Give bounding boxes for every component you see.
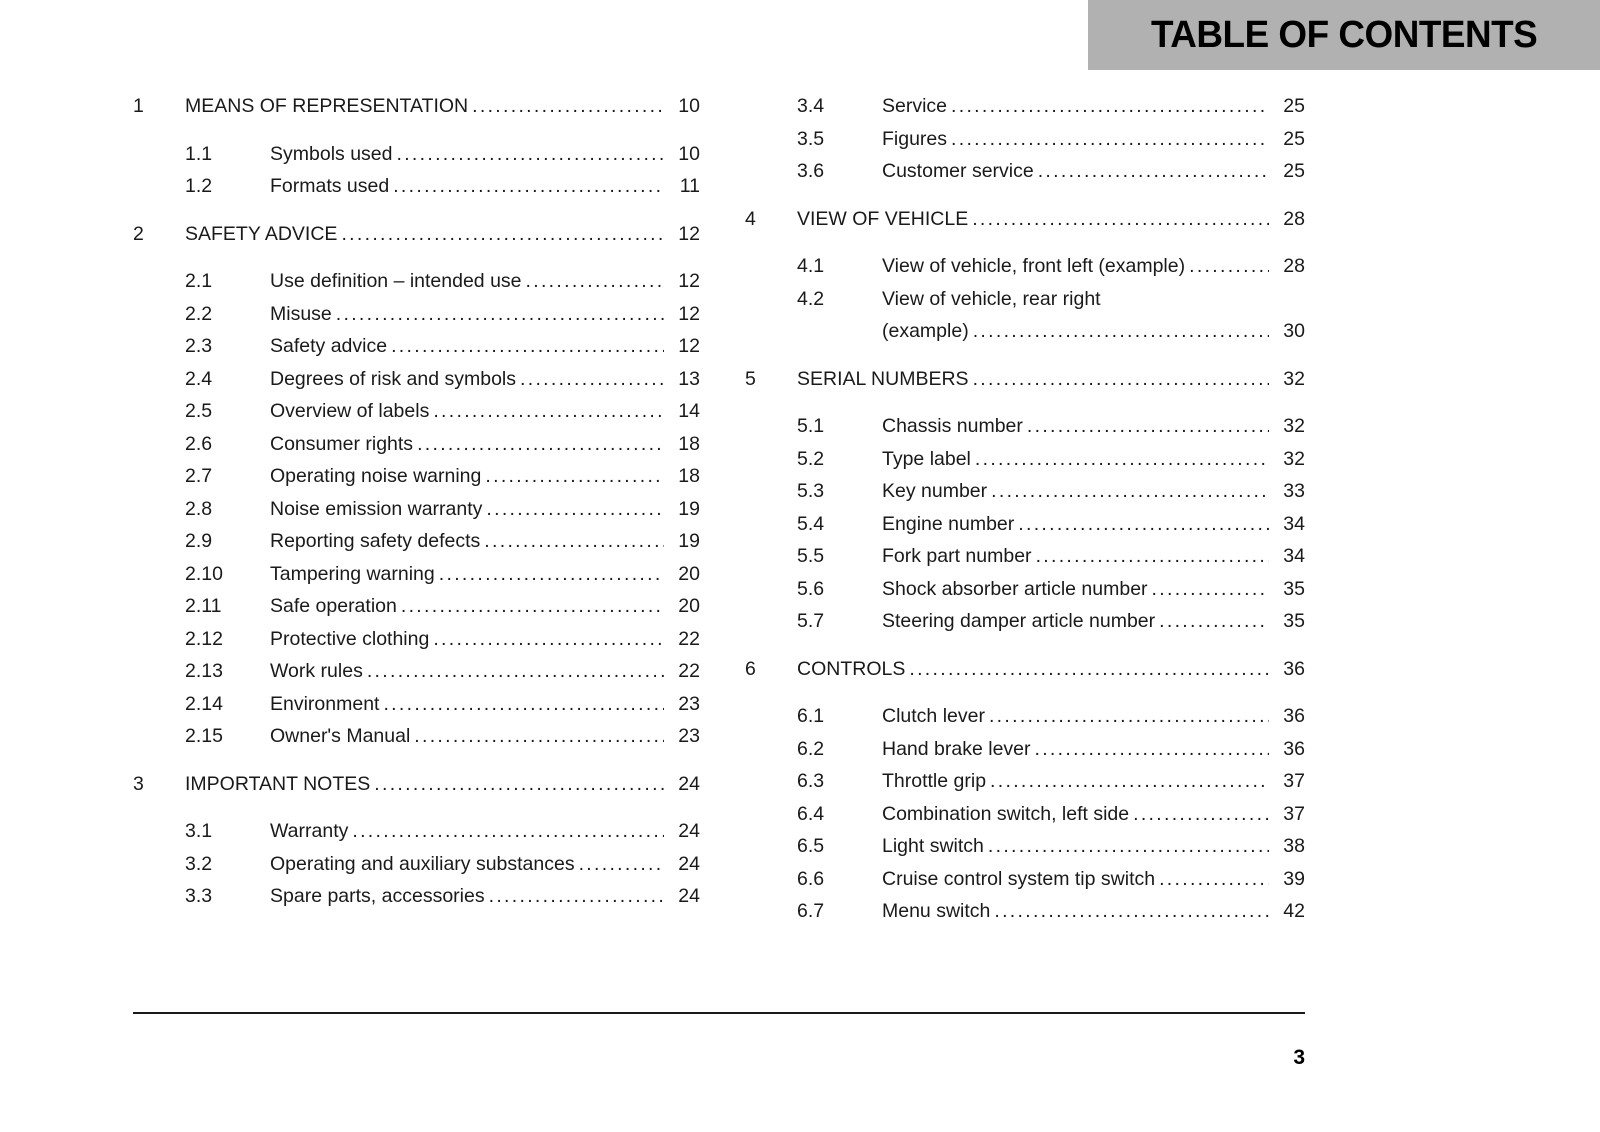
dot-leader <box>485 460 664 493</box>
toc-entry-page: 18 <box>678 465 700 487</box>
toc-entry-title: Work rules <box>270 660 363 682</box>
dot-leader <box>336 298 664 331</box>
toc-entry-number: 6.4 <box>797 802 825 825</box>
dot-leader <box>526 265 664 298</box>
dot-leader <box>972 203 1269 236</box>
toc-entry <box>133 493 700 526</box>
toc-entry <box>745 443 1305 476</box>
toc-entry-title: Environment <box>270 692 380 715</box>
toc-entry-title: Menu switch <box>882 900 991 922</box>
toc-entry-page: 11 <box>679 175 700 197</box>
dot-leader <box>396 138 664 171</box>
toc-entry-number: 2.8 <box>185 497 213 520</box>
toc-entry-page: 28 <box>1283 255 1305 277</box>
toc-entry-number: 2.1 <box>185 270 213 292</box>
dot-leader <box>352 815 664 848</box>
toc-entry-title: Fork part number <box>882 545 1032 567</box>
toc-entry-number: 4.1 <box>797 255 825 277</box>
toc-entry-page: 32 <box>1283 447 1305 470</box>
toc-entry <box>745 765 1305 798</box>
toc-entry-number: 2.9 <box>185 530 213 552</box>
toc-section-header <box>133 768 700 801</box>
toc-entry-number: 2.4 <box>185 367 213 390</box>
toc-entry-number: 2.2 <box>185 302 213 325</box>
toc-entry-number: 1.1 <box>185 142 213 165</box>
toc-entry <box>745 315 1305 348</box>
toc-section-number: 2 <box>133 222 144 245</box>
toc-entry <box>745 540 1305 573</box>
toc-entry-title: Customer service <box>882 160 1034 182</box>
toc-section-header <box>133 218 700 251</box>
toc-entry-page: 20 <box>678 595 700 617</box>
toc-entry-title: Formats used <box>270 175 390 197</box>
toc-section-header <box>133 90 700 123</box>
toc-entry-number: 3.5 <box>797 127 825 150</box>
dot-leader <box>991 475 1269 508</box>
toc-entry <box>745 410 1305 443</box>
toc-section-title: SERIAL NUMBERS <box>797 367 969 390</box>
toc-section-title: IMPORTANT NOTES <box>185 772 371 795</box>
toc-entry-number: 6.3 <box>797 770 825 792</box>
toc-section-title: MEANS OF REPRESENTATION <box>185 95 469 117</box>
toc-entry-number: 2.5 <box>185 400 213 422</box>
toc-entry-page: 35 <box>1283 610 1305 632</box>
toc-entry <box>133 590 700 623</box>
toc-entry-page: 38 <box>1283 835 1305 857</box>
toc-entry-number: 3.4 <box>797 95 825 117</box>
dot-leader <box>973 363 1269 396</box>
toc-entries <box>133 815 700 913</box>
toc-section <box>745 203 1305 348</box>
toc-entries <box>745 700 1305 928</box>
toc-entry <box>133 525 700 558</box>
toc-entry-number: 2.10 <box>185 562 223 585</box>
toc-entry-title: Service <box>882 95 948 117</box>
toc-entry <box>133 428 700 461</box>
toc-entry-number: 5.2 <box>797 447 825 470</box>
toc-entry-page: 37 <box>1283 770 1305 792</box>
toc-section-number: 3 <box>133 772 144 795</box>
toc-entry-number: 2.13 <box>185 660 223 682</box>
dot-leader <box>994 895 1269 928</box>
dot-leader <box>486 493 664 526</box>
toc-entry-page: 23 <box>678 725 700 747</box>
toc-entry-page: 42 <box>1283 900 1305 922</box>
dot-leader <box>520 363 664 396</box>
toc-entry-title: Spare parts, accessories <box>270 885 485 907</box>
toc-entry-title: Use definition – intended use <box>270 270 522 292</box>
toc-entry-page: 18 <box>678 432 700 455</box>
toc-section-page: 36 <box>1283 657 1305 680</box>
dot-leader <box>951 123 1269 156</box>
toc-entry <box>133 623 700 656</box>
toc-entry <box>745 798 1305 831</box>
dot-leader <box>973 315 1269 348</box>
toc-entry-page: 32 <box>1283 415 1305 437</box>
toc-entry <box>133 138 700 171</box>
toc-entry-page: 19 <box>678 530 700 552</box>
header-banner <box>1088 0 1600 70</box>
toc-entry <box>745 123 1305 156</box>
toc-entry-number: 5.6 <box>797 577 825 600</box>
toc-entries <box>133 265 700 753</box>
dot-leader <box>433 623 664 656</box>
dot-leader <box>341 218 664 251</box>
dot-leader <box>489 880 664 913</box>
toc-entry-title: Steering damper article number <box>882 610 1156 632</box>
toc-section <box>133 90 700 203</box>
toc-entry-number: 4.2 <box>797 287 825 310</box>
dot-leader <box>1159 605 1269 638</box>
toc-section <box>745 363 1305 638</box>
toc-entries <box>745 90 1305 188</box>
toc-entry-number: 3.3 <box>185 885 213 907</box>
dot-leader <box>1027 410 1269 443</box>
toc-entry-title: Chassis number <box>882 415 1023 437</box>
toc-entry-title: Noise emission warranty <box>270 497 483 520</box>
toc-entries <box>133 138 700 203</box>
toc-entry-number: 3.6 <box>797 160 825 182</box>
dot-leader <box>439 558 664 591</box>
dot-leader <box>988 830 1269 863</box>
toc-entry-page: 37 <box>1283 802 1305 825</box>
toc-entry <box>133 720 700 753</box>
toc-entry-title: Combination switch, left side <box>882 802 1130 825</box>
toc-section-page: 32 <box>1283 367 1305 390</box>
toc-entry-page: 25 <box>1283 127 1305 150</box>
toc-entry-page: 34 <box>1283 512 1305 535</box>
toc-entry-number: 5.1 <box>797 415 825 437</box>
toc-section <box>133 218 700 753</box>
toc-entry-title: Safety advice <box>270 335 388 357</box>
toc-entry-page: 22 <box>678 627 700 650</box>
toc-section-title: SAFETY ADVICE <box>185 222 338 245</box>
toc-entry-page: 13 <box>678 367 700 390</box>
dot-leader <box>1133 798 1269 831</box>
dot-leader <box>472 90 664 123</box>
toc-entry <box>133 265 700 298</box>
toc-entry-title: Key number <box>882 480 988 502</box>
toc-entry-title: Operating and auxiliary substances <box>270 852 575 875</box>
toc-section-number: 1 <box>133 95 144 117</box>
toc-entry-number: 2.3 <box>185 335 213 357</box>
toc-section-page: 12 <box>678 222 700 245</box>
toc-entry-number: 6.7 <box>797 900 825 922</box>
toc-entry <box>133 655 700 688</box>
toc-entry-page: 10 <box>678 142 700 165</box>
toc-entry-title: View of vehicle, rear right <box>882 287 1101 310</box>
toc-entry-title: Type label <box>882 447 971 470</box>
toc-entry <box>133 460 700 493</box>
toc-entry-title: Operating noise warning <box>270 465 482 487</box>
toc-entry-title: Safe operation <box>270 595 397 617</box>
toc-entry <box>745 733 1305 766</box>
toc-entry-number: 2.15 <box>185 725 223 747</box>
toc-section <box>133 768 700 913</box>
dot-leader <box>1189 250 1269 283</box>
toc-entry <box>133 880 700 913</box>
toc-entry-number: 6.5 <box>797 835 825 857</box>
toc-entry-number: 3.2 <box>185 852 213 875</box>
toc-section-number: 6 <box>745 657 756 680</box>
dot-leader <box>1038 155 1269 188</box>
toc-entry-page: 12 <box>678 335 700 357</box>
toc-entry-title: Tampering warning <box>270 562 435 585</box>
toc-entry-number: 5.3 <box>797 480 825 502</box>
toc-entry-title: Consumer rights <box>270 432 414 455</box>
toc-entry <box>745 155 1305 188</box>
toc-entry-title: Symbols used <box>270 142 393 165</box>
toc-entry-number: 2.11 <box>185 595 222 617</box>
dot-leader <box>391 330 664 363</box>
toc-entry-title: Owner's Manual <box>270 725 411 747</box>
dot-leader <box>579 848 664 881</box>
toc-entry-page: 23 <box>678 692 700 715</box>
toc-entry <box>133 815 700 848</box>
toc-entry-title: Shock absorber article number <box>882 577 1148 600</box>
toc-entry <box>133 170 700 203</box>
toc-entry-number: 2.7 <box>185 465 213 487</box>
toc-section-number: 4 <box>745 207 756 230</box>
dot-leader <box>1035 733 1270 766</box>
dot-leader <box>383 688 664 721</box>
dot-leader <box>433 395 664 428</box>
toc-entry <box>133 848 700 881</box>
footer-page-number: 3 <box>1293 1046 1305 1069</box>
toc-section-number: 5 <box>745 367 756 390</box>
toc-entry-page: 25 <box>1283 160 1305 182</box>
toc-entry-title: Warranty <box>270 820 349 842</box>
toc-entry-title: View of vehicle, front left (example) <box>882 255 1186 277</box>
toc-section <box>745 653 1305 928</box>
toc-entry-title: Hand brake lever <box>882 737 1031 760</box>
toc-entry-page: 24 <box>678 852 700 875</box>
toc-entry <box>745 700 1305 733</box>
toc-entry-title: Misuse <box>270 302 332 325</box>
dot-leader <box>1152 573 1269 606</box>
toc-entry-page: 22 <box>678 660 700 682</box>
toc-entry-page: 24 <box>678 885 700 907</box>
toc-entry-page: 12 <box>678 270 700 292</box>
dot-leader <box>367 655 664 688</box>
toc-entry-number: 6.1 <box>797 705 825 727</box>
toc-entry <box>745 605 1305 638</box>
toc-entry-title: Engine number <box>882 512 1015 535</box>
dot-leader <box>374 768 664 801</box>
toc-entry-page: 24 <box>678 820 700 842</box>
toc-entry-title: Cruise control system tip switch <box>882 867 1156 890</box>
toc-entry-page: 12 <box>678 302 700 325</box>
toc-entry-title: Reporting safety defects <box>270 530 481 552</box>
toc-entry-number: 5.7 <box>797 610 825 632</box>
toc-entry-title: Overview of labels <box>270 400 430 422</box>
toc-entry-title: Figures <box>882 127 948 150</box>
dot-leader <box>989 700 1269 733</box>
toc-entry-page: 30 <box>1283 320 1305 342</box>
dot-leader <box>401 590 664 623</box>
dot-leader <box>1036 540 1269 573</box>
toc-entry-number: 5.5 <box>797 545 825 567</box>
toc-entry <box>133 395 700 428</box>
toc-column-right <box>745 90 1305 928</box>
toc-section-header <box>745 203 1305 236</box>
toc-entry <box>745 895 1305 928</box>
dot-leader <box>990 765 1269 798</box>
dot-leader <box>951 90 1269 123</box>
toc-section-header <box>745 363 1305 396</box>
toc-entry-page: 19 <box>678 497 700 520</box>
toc-entry-page: 35 <box>1283 577 1305 600</box>
toc-entry-title: Light switch <box>882 835 984 857</box>
toc-entry <box>745 283 1305 316</box>
toc-entry <box>133 558 700 591</box>
toc-entry <box>133 330 700 363</box>
toc-entry-number: 2.14 <box>185 692 223 715</box>
toc-section-title: CONTROLS <box>797 657 906 680</box>
toc-column-left <box>133 90 700 913</box>
toc-section <box>745 90 1305 188</box>
toc-entry <box>133 688 700 721</box>
toc-entry-page: 14 <box>678 400 700 422</box>
toc-entry-page: 20 <box>678 562 700 585</box>
toc-entry <box>745 90 1305 123</box>
page-title: TABLE OF CONTENTS <box>1150 13 1538 56</box>
dot-leader <box>393 170 664 203</box>
dot-leader <box>975 443 1269 476</box>
toc-entry <box>745 508 1305 541</box>
toc-entry-number: 1.2 <box>185 175 213 197</box>
toc-entry <box>745 573 1305 606</box>
toc-entry-title: Throttle grip <box>882 770 987 792</box>
dot-leader <box>417 428 664 461</box>
toc-entry-number: 5.4 <box>797 512 825 535</box>
toc-section-page: 10 <box>678 95 700 117</box>
toc-entry-title: Clutch lever <box>882 705 985 727</box>
toc-entry <box>745 863 1305 896</box>
toc-entry-title: Protective clothing <box>270 627 430 650</box>
toc-entry-number: 2.6 <box>185 432 213 455</box>
toc-entry-page: 36 <box>1283 737 1305 760</box>
toc-entries <box>745 250 1305 348</box>
toc-entry-title: (example) <box>882 320 969 342</box>
toc-entry <box>745 475 1305 508</box>
toc-entry-page: 36 <box>1283 705 1305 727</box>
toc-entry <box>745 830 1305 863</box>
toc-entries <box>745 410 1305 638</box>
dot-leader <box>414 720 664 753</box>
toc-entry-number: 3.1 <box>185 820 213 842</box>
toc-section-title: VIEW OF VEHICLE <box>797 207 969 230</box>
dot-leader <box>1159 863 1269 896</box>
toc-section-header <box>745 653 1305 686</box>
toc-entry-page: 34 <box>1283 545 1305 567</box>
toc-section-page: 28 <box>1283 207 1305 230</box>
toc-entry-page: 33 <box>1283 480 1305 502</box>
toc-entry-number: 6.2 <box>797 737 825 760</box>
toc-entry <box>745 250 1305 283</box>
toc-entry-number: 6.6 <box>797 867 825 890</box>
toc-entry-title: Degrees of risk and symbols <box>270 367 517 390</box>
dot-leader <box>909 653 1269 686</box>
toc-entry <box>133 363 700 396</box>
footer-rule <box>133 1012 1305 1014</box>
dot-leader <box>484 525 664 558</box>
toc-entry <box>133 298 700 331</box>
toc-entry-number: 2.12 <box>185 627 223 650</box>
dot-leader <box>1018 508 1269 541</box>
toc-section-page: 24 <box>678 772 700 795</box>
toc-entry-page: 39 <box>1283 867 1305 890</box>
toc-entry-page: 25 <box>1283 95 1305 117</box>
